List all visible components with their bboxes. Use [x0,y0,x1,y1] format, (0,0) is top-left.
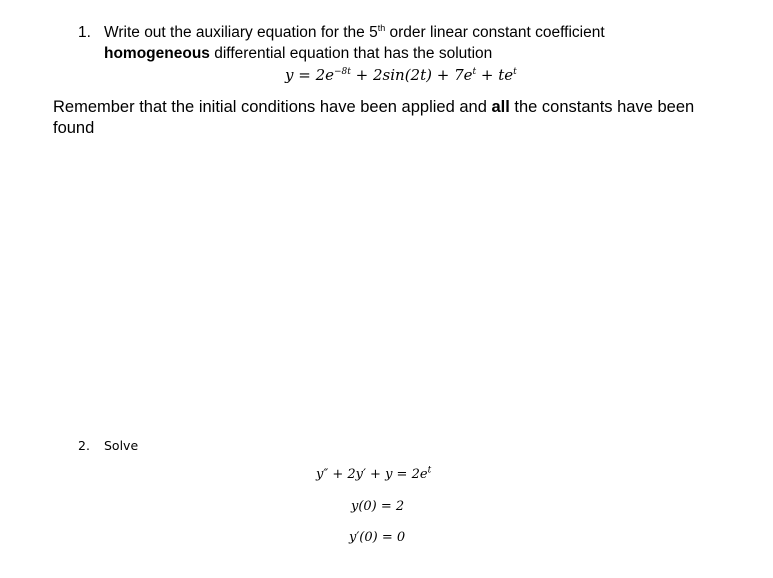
question-1-prompt-line-2 [104,45,492,63]
eq-lhs: y = 2e [285,66,334,84]
ode-lhs: y″ + 2y′ + y = 2e [316,467,428,482]
reminder-text-post: the constants have been found [53,98,695,137]
reminder-all-emphasis: all [491,98,510,116]
question-2-number: 2. [78,438,90,453]
eq-exp-3: t [513,67,517,77]
homogeneous-emphasis: homogeneous [104,45,210,62]
reminder-text-pre: Remember that the initial conditions have been applied and [53,98,492,116]
ode-exp: t [427,465,432,476]
eq-exp-2: t [472,67,477,77]
reminder-note [53,97,733,139]
question-1-number: 1. [78,24,91,41]
eq-mid-3: + te [476,66,514,84]
question-1-prompt-rest: order linear constant coefficient [385,24,605,41]
initial-condition-2: y′(0) = 0 [349,530,406,545]
question-2-label: Solve [104,438,139,453]
eq-exp-1: −8t [334,67,351,77]
ode-equation [316,467,431,482]
question-1-prompt-line-2-rest: differential equation that has the solution [209,45,493,62]
question-1-prompt-line-1 [104,24,605,42]
ordinal-suffix: th [377,22,386,33]
initial-condition-1: y(0) = 2 [351,499,405,514]
eq-sin: sin [382,66,405,84]
eq-mid-1: + 2 [350,66,383,84]
question-1-prompt-text: Write out the auxiliary equation for the 5 [104,24,378,41]
solution-equation [285,66,517,84]
eq-mid-2: (2t) + 7e [404,66,473,84]
